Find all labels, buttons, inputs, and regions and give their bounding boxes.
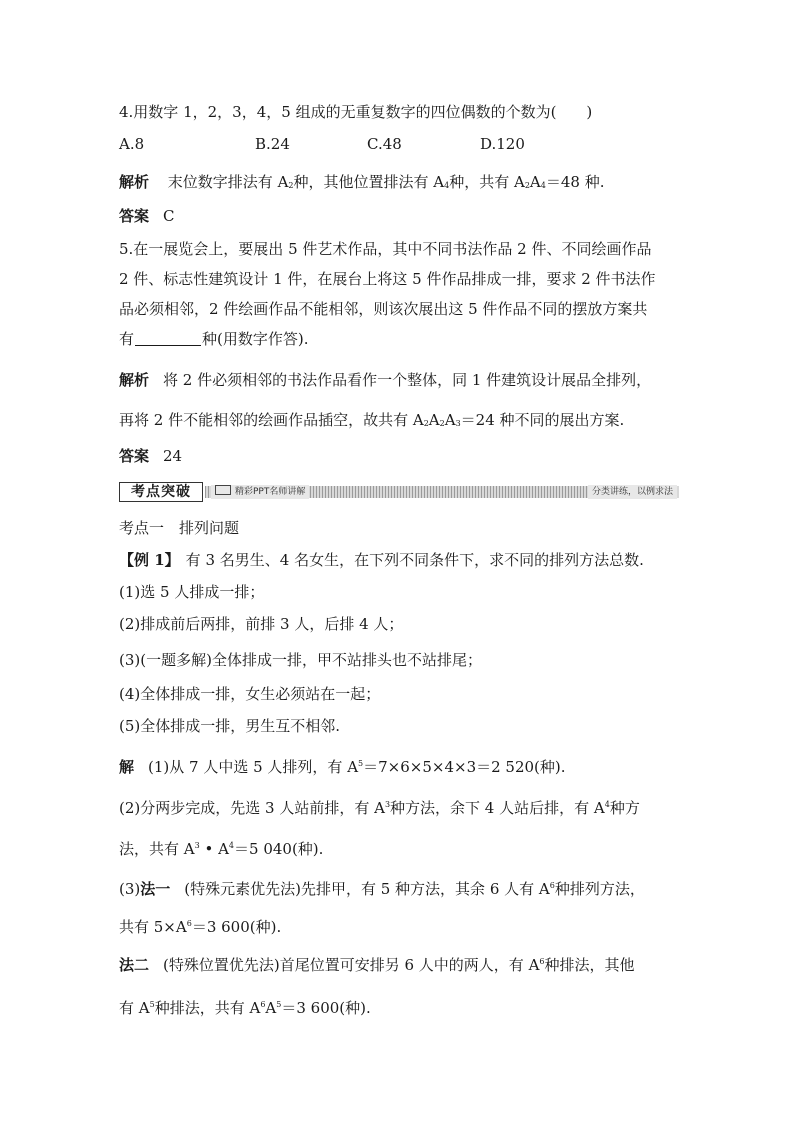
banner-right-label: 分类讲练，以例求法 [588,485,677,499]
q5-analysis [119,370,651,390]
q4-option-d: D.120 [480,135,525,153]
q4-option-a: A.8 [119,135,145,153]
solution-text: 种排列方法， [554,880,645,898]
q5-answer [119,446,182,466]
banner-left-label [211,485,309,499]
q4-stem: 4.用数字 1，2，3，4，5 组成的无重复数字的四位偶数的个数为( ) [119,103,593,121]
q5-stem-text: 种(用数字作答). [202,330,309,348]
example-item: (5)全体排成一排，男生互不相邻. [119,717,341,735]
solution-text: (特殊位置优先法)首尾位置可安排另 6 人中的两人，有 A [163,956,540,974]
solution-label: 解 [119,758,135,776]
banner-title: 考点突破 [119,482,203,502]
solution-text: 有 A [119,999,150,1017]
q4-analysis-text: 种，其他位置排法有 A [293,173,445,191]
solution-2-cont: 法，共有 $A^3$ • $A^4=5$ 040(种). [119,840,324,858]
q5-answer-label: 答案 [119,447,150,465]
solution-text: A [265,999,277,1017]
q5-analysis-text: 将 2 件必须相邻的书法作品看作一个整体，同 1 件建筑设计展品全排列， [163,371,652,389]
solution-text: ＝5 040(种). [234,840,324,858]
solution-text: 种排法，共有 A [154,999,261,1017]
solution-text: ＝7×6×5×4×3＝2 520(种). [363,758,566,776]
hand-pointer-icon [215,485,231,495]
q5-stem-line: 2 件、标志性建筑设计 1 件，在展台上将这 5 件作品排成一排，要求 2 件书法作 [119,270,656,288]
solution-3-method-1: (3)法一 (特殊元素优先法)先排甲，有 5 种方法，其余 6 人有 $A^6$种排列方法， [119,880,645,898]
section-banner [119,482,679,502]
q5-analysis-label: 解析 [119,371,150,389]
section-heading: 考点一 排列问题 [119,519,240,537]
example-item: (3)(一题多解)全体排成一排，甲不站排头也不站排尾； [119,651,482,669]
solution-text: ＝3 600(种). [281,999,371,1017]
q4-analysis-text: 种，共有 A [449,173,525,191]
q5-analysis-line2: 再将 2 件不能相邻的绘画作品插空，故共有 $A_2A_2A_3=24$ 种不同的展出方案. [119,411,625,429]
solution-3-method-1-cont: 共有 $5\times A^6=3$ 600(种). [119,918,282,936]
solution-text: 法，共有 A [119,840,195,858]
solution-text: 种排法，其他 [544,956,635,974]
q4-analysis-label: 解析 [119,173,150,191]
q4-option-b: B.24 [255,135,290,153]
q4-analysis: 解析 末位数字排法有 $A_2$种，其他位置排法有 $A_4$种，共有 $A_2A_4=48$ 种. [119,173,605,191]
example-item: (2)排成前后两排，前排 3 人，后排 4 人； [119,615,404,633]
example-item: (4)全体排成一排，女生必须站在一起； [119,685,381,703]
solution-text: 种方 [609,799,640,817]
q4-analysis-text: ＝48 种. [545,173,605,191]
solution-text: (特殊元素优先法)先排甲，有 5 种方法，其余 6 人有 A [184,880,550,898]
answer-blank [135,330,201,346]
q4-analysis-text: 末位数字排法有 A [167,173,289,191]
solution-3-method-2: 法二 (特殊位置优先法)首尾位置可安排另 6 人中的两人，有 $A^6$种排法，其他 [119,956,635,974]
q5-analysis-text: 再将 2 件不能相邻的绘画作品插空，故共有 A [119,411,424,429]
q4-option-c: C.48 [367,135,402,153]
q4-analysis-text: A [529,173,541,191]
example-label: 【例 1】 [119,551,180,569]
solution-2: (2)分两步完成，先选 3 人站前排，有 $A^3$种方法，余下 4 人站后排，有 $A^4$种方 [119,799,640,817]
solution-text: ＝3 600(种). [191,918,282,936]
q5-stem-line: 品必须相邻，2 件绘画作品不能相邻，则该次展出这 5 件作品不同的摆放方案共 [119,300,648,318]
q5-stem-line: 5.在一展览会上，要展出 5 件艺术作品，其中不同书法作品 2 件、不同绘画作品 [119,240,652,258]
q5-answer-value: 24 [163,447,183,465]
solution-text: (2)分两步完成，先选 3 人站前排，有 A [119,799,385,817]
method-1-label: 法一 [140,880,171,898]
solution-text: (1)从 7 人中选 5 人排列，有 A [148,758,359,776]
solution-text: 共有 5×A [119,918,187,936]
example-item: (1)选 5 人排成一排； [119,583,265,601]
solution-text: • A [199,840,229,858]
solution-3-method-2-cont: 有 $A^5$种排法，共有 $A^6A^5=3$ 600(种). [119,999,371,1017]
q4-answer-label: 答案 [119,207,150,225]
example-heading [119,550,644,570]
example-text: 有 3 名男生、4 名女生，在下列不同条件下，求不同的排列方法总数. [185,551,644,569]
q4-answer [119,206,175,226]
solution-text: (3) [119,880,141,898]
method-2-label: 法二 [119,956,150,974]
solution-text: 种方法，余下 4 人站后排，有 A [390,799,605,817]
q4-answer-value: C [163,207,175,225]
solution-1: 解 (1)从 7 人中选 5 人排列，有 $A^5=7\times 6\times 5\times 4\times 3=2$ 520(种). [119,758,566,776]
q5-stem-text: 有 [119,330,135,348]
q5-analysis-text: ＝24 种不同的展出方案. [460,411,625,429]
q5-stem-line [119,329,309,349]
banner-left-text: 精彩PPT名师讲解 [235,487,306,497]
